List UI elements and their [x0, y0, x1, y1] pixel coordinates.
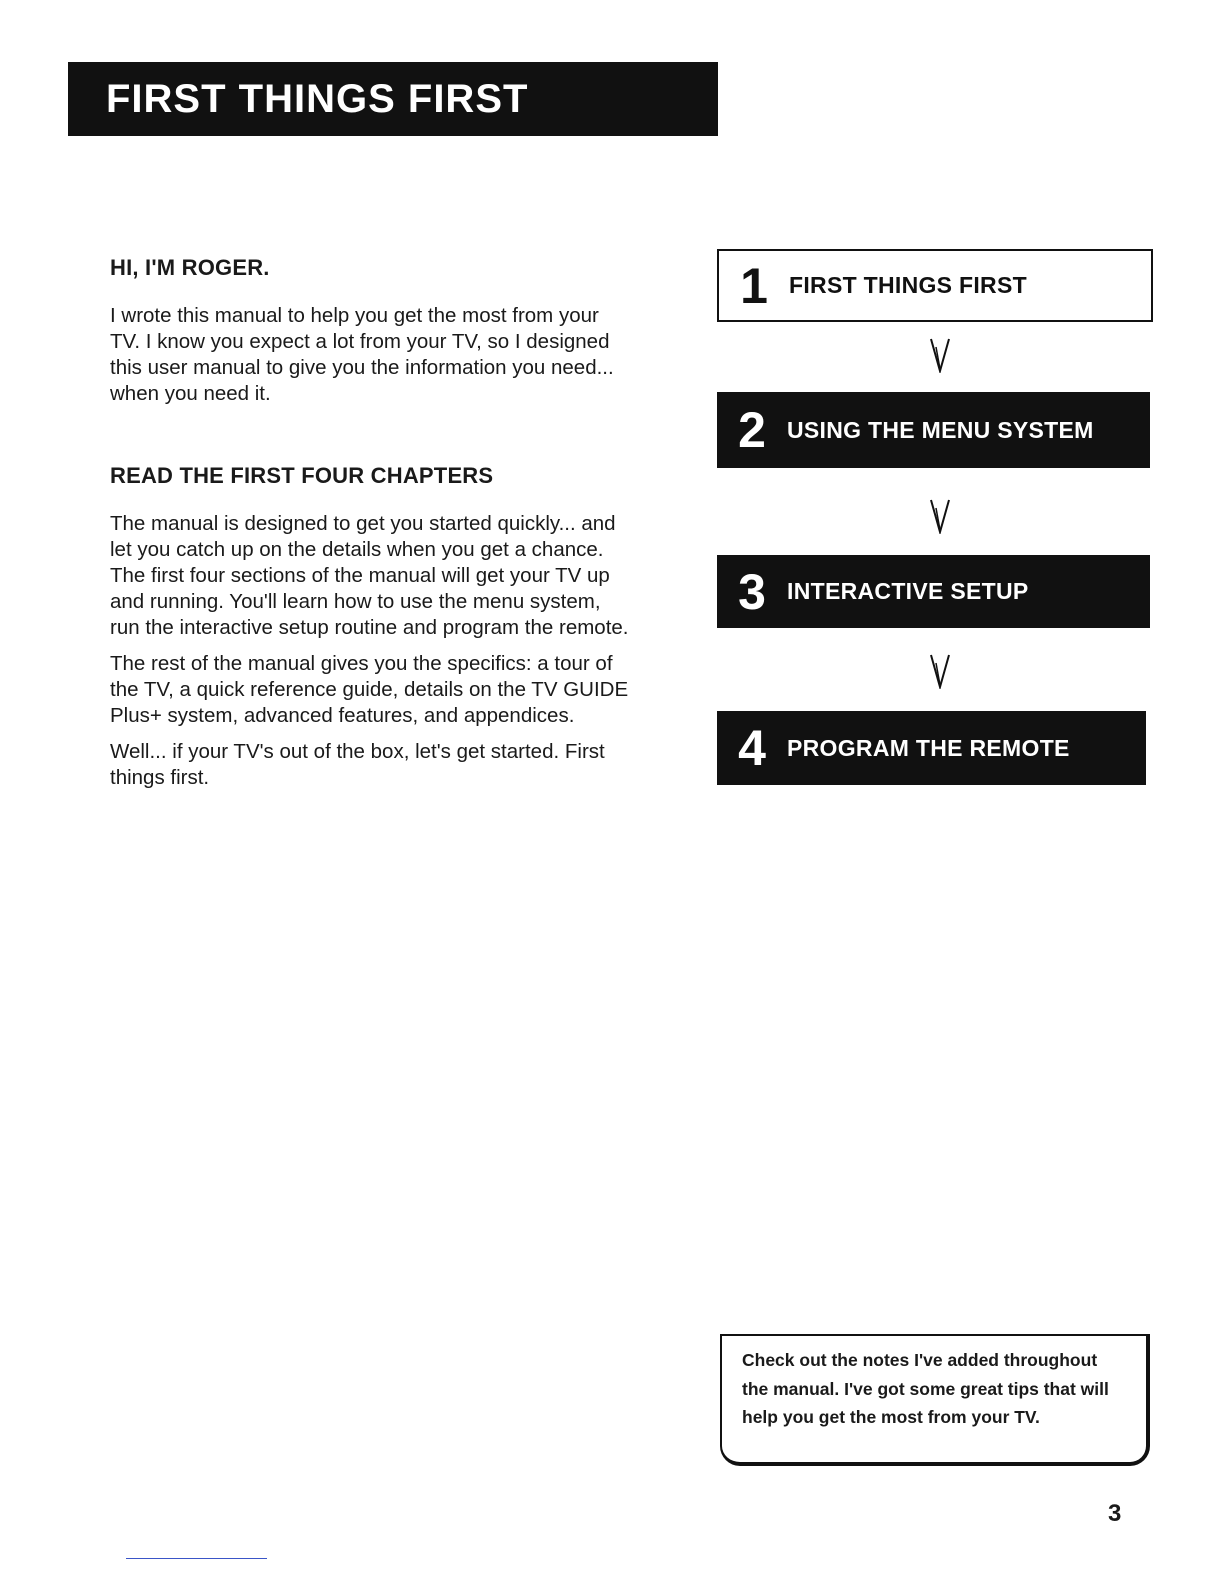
roger-note-box: [720, 1334, 1150, 1466]
step-4-box: [717, 711, 1146, 785]
arrow-down-icon: [930, 498, 950, 534]
step-1-box: [717, 249, 1153, 322]
arrow-down-icon: [930, 337, 950, 373]
step-4-label: PROGRAM THE REMOTE: [787, 734, 1070, 761]
step-3-label: INTERACTIVE SETUP: [787, 578, 1029, 604]
arrow-down-icon: [930, 653, 950, 689]
intro-heading: HI, I'M ROGER.: [110, 255, 270, 280]
step-2-label: USING THE MENU SYSTEM: [787, 416, 1094, 443]
page-number: 3: [1108, 1500, 1122, 1527]
intro-column: [110, 255, 630, 801]
step-3-box: [717, 555, 1150, 628]
note-text: Check out the notes I've added throughout the manual. I've got some great tips that will help you get the most from your TV.: [742, 1350, 1109, 1427]
step-4-number: 4: [738, 720, 766, 776]
step-2-box: [717, 392, 1150, 468]
chapters-paragraph-3: Well... if your TV's out of the box, let's get started. First things first.: [110, 740, 605, 789]
intro-paragraph: I wrote this manual to help you get the most from your TV. I know you expect a lot from your TV, so I designed this user manual to give you the information you need... when you need it.: [110, 304, 614, 405]
chapters-paragraph-1: The manual is designed to get you started quickly... and let you catch up on the details when you get a chance. The first four sections of the manual will get your TV up and running. You'll learn how to use the menu system, run the interactive setup routine and program the remote.: [110, 512, 629, 639]
chapter-title: FIRST THINGS FIRST: [106, 76, 529, 121]
step-1-number: 1: [740, 257, 768, 314]
step-3-number: 3: [738, 563, 766, 620]
step-2-number: 2: [738, 402, 766, 458]
footer-rule: [126, 1558, 267, 1559]
chapter-title-bar: [68, 62, 718, 136]
chapters-paragraph-2: The rest of the manual gives you the specifics: a tour of the TV, a quick reference guide, details on the TV GUIDE Plus+ system, advanced features, and appendices.: [110, 652, 629, 727]
chapters-heading: READ THE FIRST FOUR CHAPTERS: [110, 463, 494, 488]
step-1-label: FIRST THINGS FIRST: [789, 272, 1027, 298]
